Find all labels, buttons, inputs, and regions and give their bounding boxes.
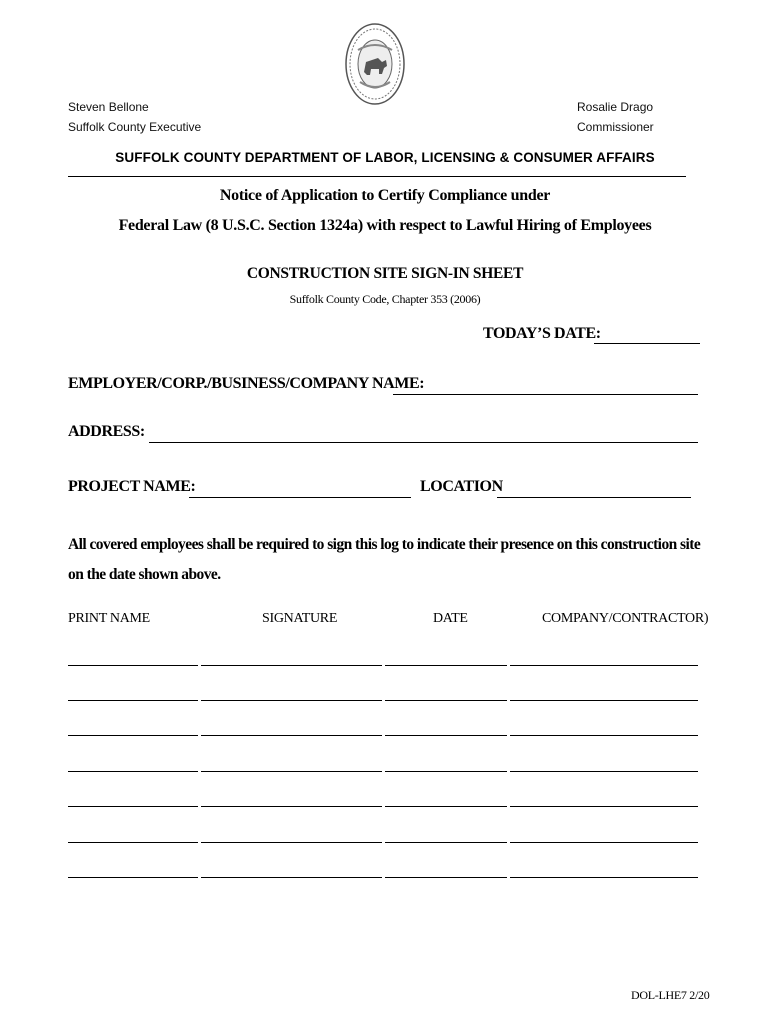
- executive-title: Suffolk County Executive: [68, 120, 202, 134]
- commissioner-name: Rosalie Drago: [577, 100, 654, 114]
- column-header-print-name: PRINT NAME: [68, 611, 150, 626]
- company-cell[interactable]: [510, 842, 698, 843]
- signature-cell[interactable]: [201, 806, 382, 807]
- print-name-cell[interactable]: [68, 665, 198, 666]
- notice-title-line1: Notice of Application to Certify Compliance under: [219, 187, 551, 204]
- date-cell[interactable]: [385, 806, 507, 807]
- date-cell[interactable]: [385, 735, 507, 736]
- column-header-company: COMPANY/CONTRACTOR): [542, 611, 709, 626]
- signature-cell[interactable]: [201, 735, 382, 736]
- department-name: SUFFOLK COUNTY DEPARTMENT OF LABOR, LICENSING & CONSUMER AFFAIRS: [115, 150, 655, 165]
- company-cell[interactable]: [510, 665, 698, 666]
- print-name-cell[interactable]: [68, 735, 198, 736]
- commissioner-title: Commissioner: [577, 120, 654, 134]
- column-header-signature: SIGNATURE: [262, 611, 338, 626]
- instructions-text: All covered employees shall be required to sign this log to indicate their presence on this construction site on the date shown above.: [68, 536, 701, 583]
- executive-name: Steven Bellone: [68, 100, 149, 114]
- location-label: LOCATION: [420, 478, 503, 495]
- address-label: ADDRESS:: [68, 423, 145, 440]
- signature-cell[interactable]: [201, 842, 382, 843]
- company-cell[interactable]: [510, 877, 698, 878]
- signature-cell[interactable]: [201, 665, 382, 666]
- form-number: DOL-LHE7 2/20: [631, 988, 710, 1002]
- date-cell[interactable]: [385, 700, 507, 701]
- executive-block: [68, 97, 201, 137]
- project-name-field[interactable]: [189, 497, 411, 498]
- print-name-cell[interactable]: [68, 877, 198, 878]
- signature-cell[interactable]: [201, 877, 382, 878]
- print-name-cell[interactable]: [68, 771, 198, 772]
- project-name-label: PROJECT NAME:: [68, 478, 196, 495]
- column-header-date: DATE: [433, 611, 468, 626]
- location-field[interactable]: [497, 497, 691, 498]
- date-cell[interactable]: [385, 842, 507, 843]
- company-cell[interactable]: [510, 771, 698, 772]
- date-cell[interactable]: [385, 665, 507, 666]
- company-cell[interactable]: [510, 700, 698, 701]
- date-cell[interactable]: [385, 877, 507, 878]
- today-date-field[interactable]: [594, 343, 700, 344]
- company-cell[interactable]: [510, 806, 698, 807]
- date-cell[interactable]: [385, 771, 507, 772]
- signature-cell[interactable]: [201, 700, 382, 701]
- county-seal-icon: [344, 22, 406, 106]
- print-name-cell[interactable]: [68, 700, 198, 701]
- commissioner-block: [577, 97, 654, 137]
- print-name-cell[interactable]: [68, 842, 198, 843]
- signature-cell[interactable]: [201, 771, 382, 772]
- today-date-label: TODAY’S DATE:: [483, 325, 601, 342]
- employer-name-field[interactable]: [393, 394, 698, 395]
- department-divider: [68, 176, 686, 177]
- employer-name-label: EMPLOYER/CORP./BUSINESS/COMPANY NAME:: [68, 375, 425, 392]
- code-reference: Suffolk County Code, Chapter 353 (2006): [289, 292, 481, 306]
- notice-title-line2: Federal Law (8 U.S.C. Section 1324a) with respect to Lawful Hiring of Employees: [118, 217, 652, 234]
- sheet-title: CONSTRUCTION SITE SIGN-IN SHEET: [246, 265, 524, 282]
- company-cell[interactable]: [510, 735, 698, 736]
- address-field[interactable]: [149, 442, 698, 443]
- print-name-cell[interactable]: [68, 806, 198, 807]
